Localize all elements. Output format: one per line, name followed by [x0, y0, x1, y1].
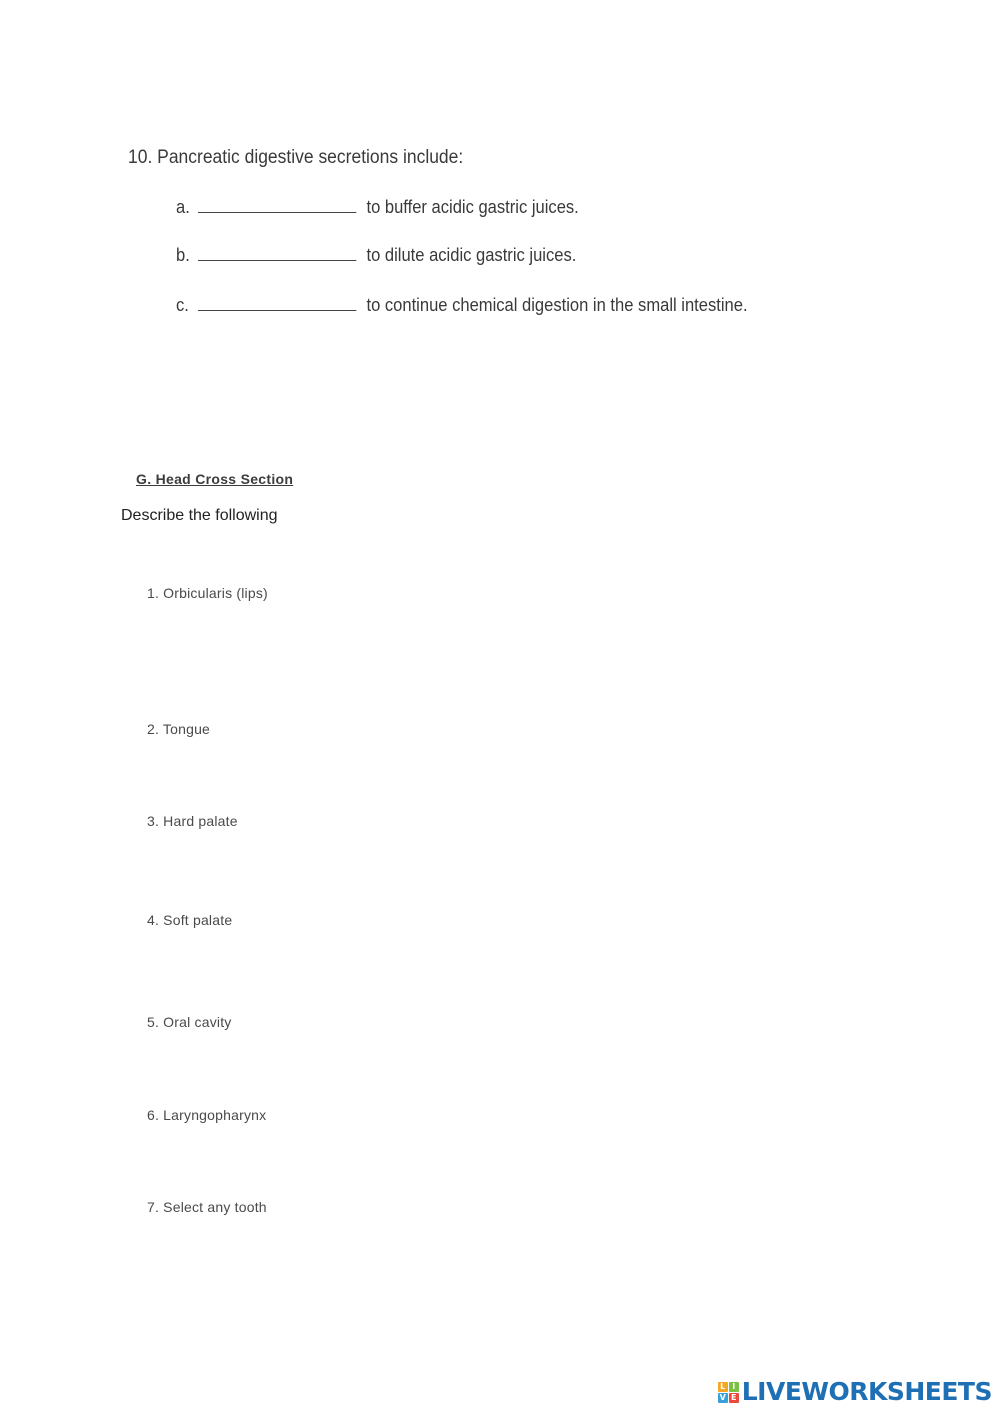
answer-blank-a[interactable] — [198, 197, 356, 213]
item-letter: a. — [176, 197, 190, 217]
item-text: to continue chemical digestion in the small intestine. — [366, 295, 748, 315]
list-item-laryngopharynx: 6. Laryngopharynx — [147, 1107, 267, 1123]
logo-letter-v: V — [719, 1392, 726, 1402]
question-10-item-b — [176, 245, 576, 266]
question-10-item-c — [176, 295, 748, 316]
logo-letter-i: I — [729, 1382, 739, 1392]
instructions-text: Describe the following — [121, 507, 278, 524]
question-10-item-a — [176, 197, 579, 218]
answer-blank-b[interactable] — [198, 245, 356, 261]
question-10-heading: 10. Pancreatic digestive secretions include: — [128, 147, 464, 168]
answer-blank-c[interactable] — [198, 295, 356, 311]
item-letter: c. — [176, 295, 189, 315]
list-item-hard-palate: 3. Hard palate — [147, 813, 238, 829]
logo-letter-l: L — [718, 1382, 728, 1392]
list-item-select-tooth: 7. Select any tooth — [147, 1199, 267, 1215]
item-text: to dilute acidic gastric juices. — [366, 245, 577, 265]
list-item-oral-cavity: 5. Oral cavity — [147, 1014, 232, 1030]
liveworksheets-wordmark: LIVEWORKSHEETS — [741, 1377, 992, 1406]
list-item-tongue: 2. Tongue — [147, 721, 211, 737]
item-text: to buffer acidic gastric juices. — [366, 197, 579, 217]
item-letter: b. — [176, 245, 190, 265]
logo-letter-e: E — [729, 1393, 739, 1403]
list-item-soft-palate: 4. Soft palate — [147, 912, 233, 928]
section-title: G. Head Cross Section — [136, 471, 294, 487]
liveworksheets-branding — [718, 1379, 992, 1405]
liveworksheets-logo-icon — [718, 1382, 739, 1403]
list-item-orbicularis: 1. Orbicularis (lips) — [147, 585, 268, 601]
